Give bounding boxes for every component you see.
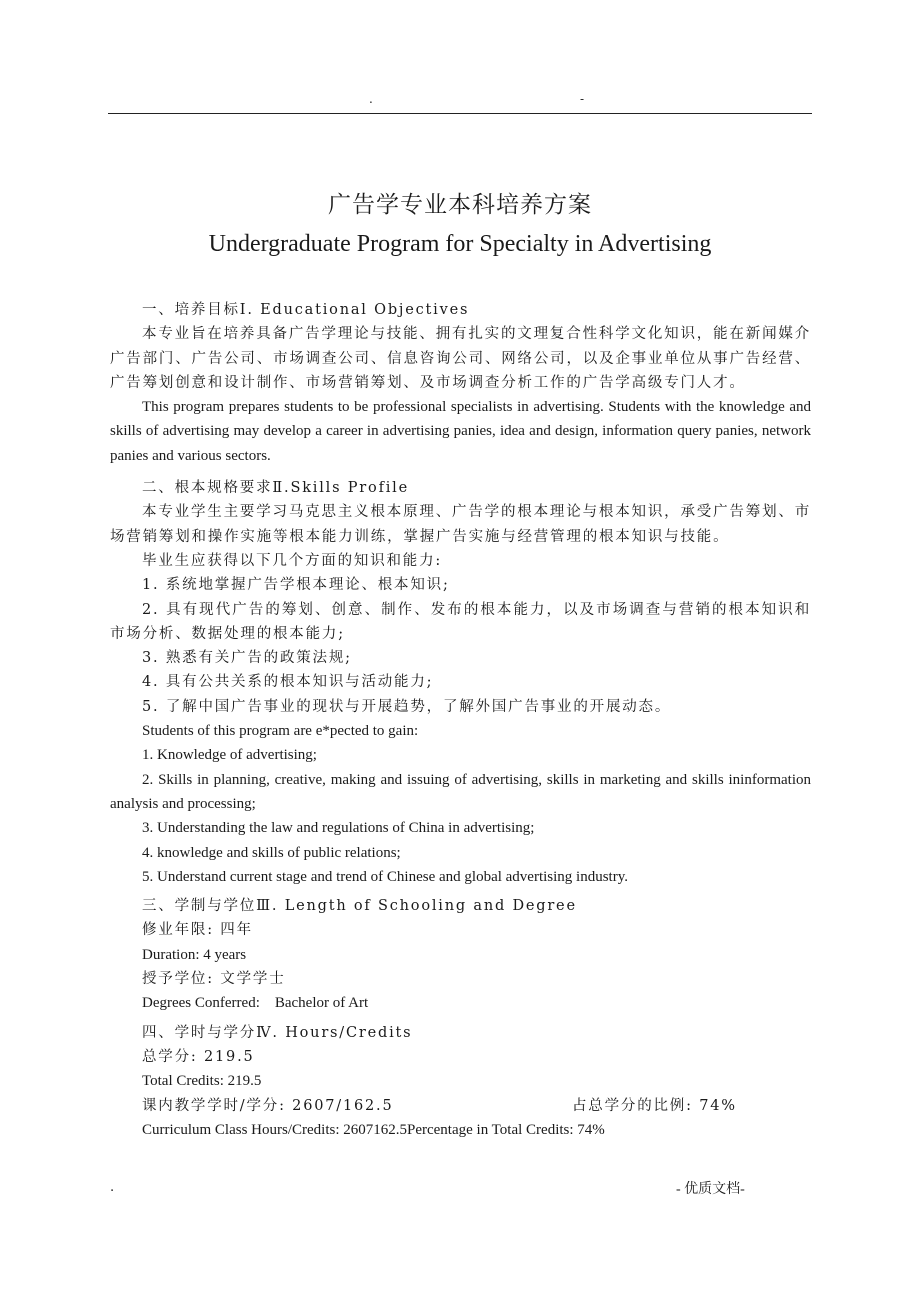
page-title-zh: 广告学专业本科培养方案: [328, 192, 592, 218]
document-body: [110, 298, 811, 1142]
total-credits-en: Total Credits: 219.5: [142, 1073, 262, 1090]
degree-en: Degrees Conferred: Bachelor of Art: [142, 995, 369, 1012]
header-mark-right: -: [580, 92, 585, 106]
footer-text: - 优质文档-: [676, 1182, 745, 1197]
class-hours-en: Curriculum Class Hours/Credits: 2607162.5Percentage in Total Credits: 74%: [142, 1121, 605, 1138]
list-item: 1. 系统地掌握广告学根本理论、根本知识;: [142, 577, 450, 594]
duration-zh: 修业年限: 四年: [142, 922, 253, 939]
header-mark-left: .: [369, 92, 373, 106]
section-1-zh-text: 本专业旨在培养具备广告学理论与技能、拥有扎实的文理复合性科学文化知识，能在新闻媒介广告部门、广告公司、市场调查公司、信息咨询公司、网络公司，以及企事业单位从事广告经营、广告筹划创意和设计制作、市场营销筹划、及市场调查分析工作的广告学高级专门人才。: [110, 326, 811, 391]
section-4-heading: 四、学时与学分Ⅳ. Hours/Credits: [142, 1024, 413, 1041]
section-3-heading: 三、学制与学位Ⅲ. Length of Schooling and Degree: [142, 898, 577, 915]
header-rule: [108, 113, 812, 114]
footer-mark: .: [110, 1180, 115, 1195]
list-item: 2. Skills in planning, creative, making and issuing of advertising, skills in marketing and skills ininformation analysis and processing;: [110, 771, 811, 812]
section-2-en-lead: Students of this program are e*pected to gain:: [142, 723, 419, 740]
list-item: 3. Understanding the law and regulations of China in advertising;: [142, 820, 535, 837]
list-item: 4. 具有公共关系的根本知识与活动能力;: [142, 674, 434, 691]
section-2-zh-lead: 毕业生应获得以下几个方面的知识和能力:: [142, 552, 443, 569]
list-item: 1. Knowledge of advertising;: [142, 747, 317, 764]
list-item: 3. 熟悉有关广告的政策法规;: [142, 650, 352, 667]
class-hours-row-zh: [110, 1094, 811, 1118]
list-item: 5. 了解中国广告事业的现状与开展趋势，了解外国广告事业的开展动态。: [142, 698, 672, 715]
list-item: 5. Understand current stage and trend of Chinese and global advertising industry.: [142, 868, 628, 885]
total-credits-zh: 总学分: 219.5: [142, 1048, 255, 1065]
duration-en: Duration: 4 years: [142, 946, 247, 963]
list-item: 4. knowledge and skills of public relations;: [142, 844, 401, 861]
credit-ratio-zh: 占总学分的比例: 74%: [572, 1097, 737, 1114]
degree-zh: 授予学位: 文学学士: [142, 971, 286, 988]
section-1-en-text: This program prepares students to be professional specialists in advertising. Students with the knowledge and skills of advertising may develop a career in advertising panies, idea and design, information query panies, network panies and various sectors.: [110, 399, 811, 464]
class-hours-zh: 课内教学学时/学分: 2607/162.5: [142, 1097, 394, 1114]
list-item: 2. 具有现代广告的筹划、创意、制作、发布的根本能力，以及市场调查与营销的根本知识和市场分析、数据处理的根本能力;: [110, 601, 811, 642]
section-2-heading: 二、根本规格要求Ⅱ.Skills Profile: [142, 480, 409, 497]
section-1-heading: 一、培养目标Ⅰ. Educational Objectives: [142, 302, 470, 318]
page-title-en: Undergraduate Program for Specialty in Advertising: [208, 231, 712, 257]
section-2-zh-intro: 本专业学生主要学习马克思主义根本原理、广告学的根本理论与根本知识，承受广告筹划、市场营销筹划和操作实施等根本能力训练，掌握广告实施与经营管理的根本知识与技能。: [110, 504, 811, 545]
